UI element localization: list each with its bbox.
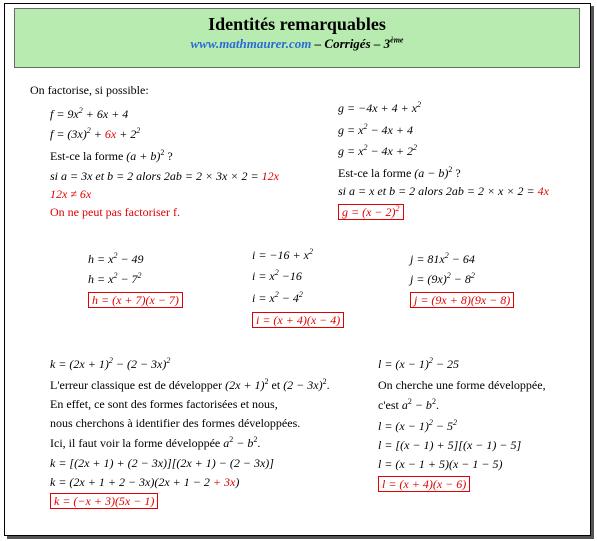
k-line-1: $k = (2x + 1)^2 - (2 - 3x)^2$	[50, 356, 171, 371]
intro-text: On factorise, si possible:	[30, 83, 149, 97]
k-line-2: L'erreur classique est de développer $(2x + 1)^2$ et $(2 - 3x)^2$.	[50, 377, 330, 392]
k-line-7: k = (2x + 1 + 2 − 3x)(2x + 1 − 2 + 3x)	[50, 475, 240, 489]
l-answer: l = (x + 4)(x − 6)	[378, 476, 470, 492]
k-line-3: En effet, ce sont des formes factorisées et nous,	[50, 397, 278, 411]
l-line-1: $l = (x - 1)^2 - 25$	[378, 356, 459, 371]
site-link[interactable]: www.mathmaurer.com	[190, 36, 312, 51]
g-answer: $g = (x - 2)^2$	[338, 204, 404, 220]
h-line-1: $h = x^2 - 49$	[88, 251, 144, 266]
subtitle-text: – Corrigés – 3	[311, 36, 391, 51]
j-line-2: $j = (9x)^2 - 8^2$	[410, 271, 475, 286]
f-line-3: Est-ce la forme $(a + b)^2$ ?	[50, 148, 173, 163]
g-line-3: $g = x^2 - 4x + 2^2$	[338, 143, 417, 158]
k-line-5: Ici, il faut voir la forme développée $a^2 - b^2$.	[50, 435, 261, 450]
f-line-4: si a = 3x et b = 2 alors 2ab = 2 × 3x × 2 = 12x	[50, 169, 279, 183]
f-line-1: $f = 9x^2 + 6x + 4$	[50, 106, 129, 121]
grade-sup: ème	[390, 35, 404, 45]
l-line-3: c'est $a^2 - b^2$.	[378, 397, 439, 412]
k-line-4: nous cherchons à identifier des formes développées.	[50, 416, 301, 430]
g-line-5: si a = x et b = 2 alors 2ab = 2 × x × 2 = 4x	[338, 184, 549, 198]
page-title: Identités remarquables	[208, 14, 386, 34]
l-line-5: l = [(x − 1) + 5][(x − 1) − 5]	[378, 438, 522, 452]
i-line-2: $i = x^2 -16$	[252, 268, 302, 283]
g-line-2: $g = x^2 - 4x + 4$	[338, 122, 413, 137]
i-line-3: $i = x^2 - 4^2$	[252, 290, 303, 305]
l-line-6: l = (x − 1 + 5)(x − 1 − 5)	[378, 457, 503, 471]
l-line-2: On cherche une forme développée,	[378, 378, 546, 392]
i-answer: i = (x + 4)(x − 4)	[252, 312, 344, 328]
f-line-5: 12x ≠ 6x	[50, 187, 92, 201]
j-line-1: $j = 81x^2 - 64$	[410, 251, 475, 266]
g-line-4: Est-ce la forme $(a - b)^2$ ?	[338, 165, 461, 180]
f-conclusion: On ne peut pas factoriser f.	[50, 205, 180, 219]
h-line-2: $h = x^2 - 7^2$	[88, 271, 142, 286]
i-line-1: $i = -16 + x^2$	[252, 247, 313, 262]
header-banner	[14, 8, 580, 68]
h-answer: h = (x + 7)(x − 7)	[88, 292, 183, 308]
j-answer: j = (9x + 8)(9x − 8)	[410, 292, 514, 308]
f-line-2: $f = (3x)^2 + 6x + 2^2$	[50, 126, 141, 141]
k-answer: k = (−x + 3)(5x − 1)	[50, 493, 158, 509]
g-line-1: $g = -4x + 4 + x^2$	[338, 100, 422, 115]
l-line-4: $l = (x - 1)^2 - 5^2$	[378, 418, 457, 433]
k-line-6: k = [(2x + 1) + (2 − 3x)][(2x + 1) − (2 − 3x)]	[50, 456, 274, 470]
page-subtitle	[15, 35, 579, 53]
